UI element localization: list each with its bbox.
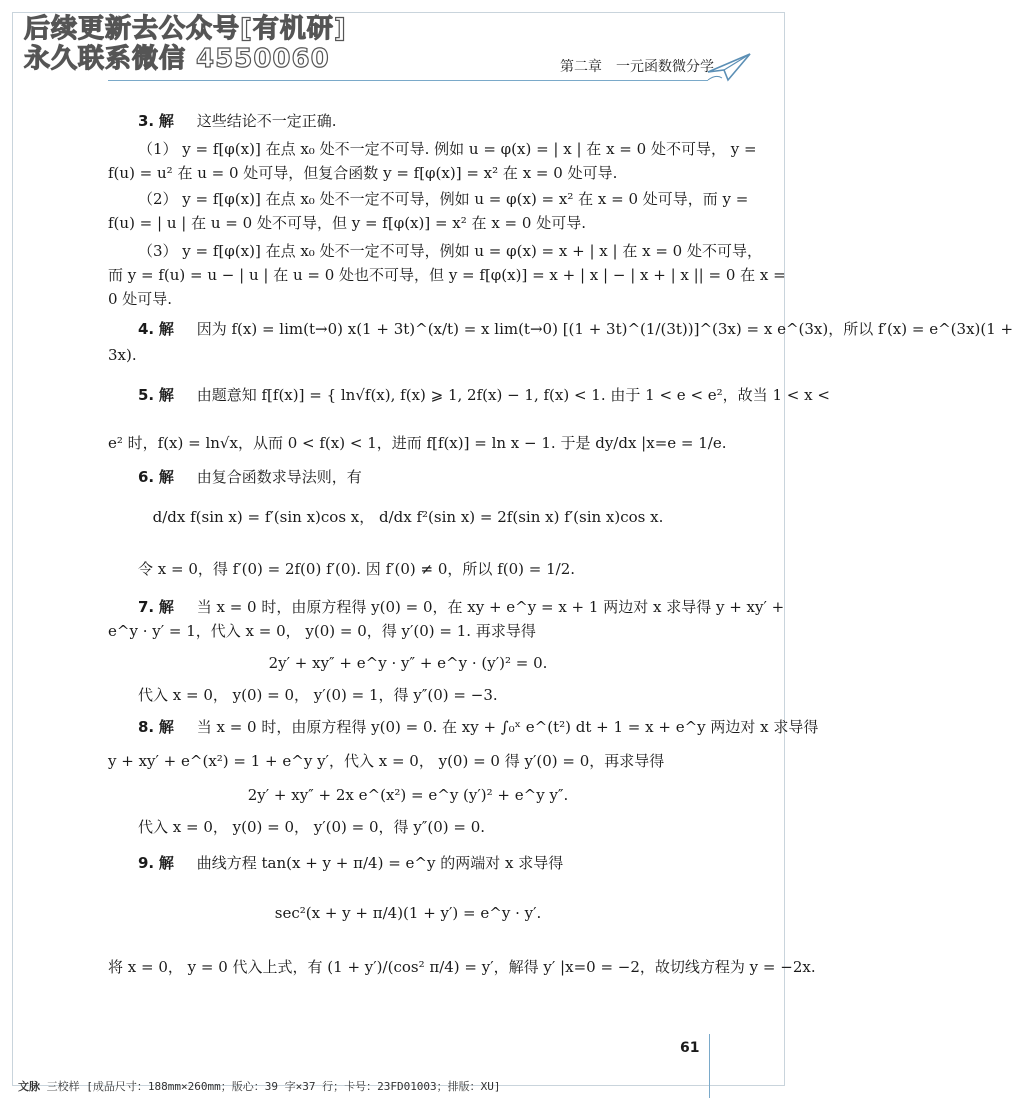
solution-line: 这些结论不一定正确. [196,112,337,130]
solution-line: （2） y = f[φ(x)] 在点 x₀ 处不一定不可导，例如 u = φ(x) = x² 在 x = 0 处可导，而 y = [138,190,749,208]
solution-6-title [138,466,708,488]
solution-line: 由复合函数求导法则，有 [196,468,362,486]
solution-label: 解 [158,854,174,872]
solution-line: e^y · y′ = 1，代入 x = 0， y(0) = 0，得 y′(0) = 1. 再求导得 [108,622,536,640]
paper-plane-icon [706,50,752,84]
solution-number: 6. [138,468,155,486]
imprint-text: 三校样 [成品尺寸：188mm×260mm；版心：39 字×37 行；卡号：23FD01003；排版：XU] [46,1080,501,1093]
solution-line: e² 时，f(x) = ln√x，从而 0 < f(x) < 1，进而 f[f(x)] = ln x − 1. 于是 dy/dx |x=e = 1/e. [108,434,727,452]
solution-4-title [138,318,1013,340]
watermark-line-1: 后续更新去公众号[有机研] [24,14,347,44]
solution-label: 解 [158,112,174,130]
solution-8-title [138,716,819,738]
footer-rule [709,1034,710,1098]
solution-line: （3） y = f[φ(x)] 在点 x₀ 处不一定不可导，例如 u = φ(x) = x + | x | 在 x = 0 处不可导， [138,242,762,260]
solution-number: 3. [138,112,155,130]
solution-label: 解 [158,598,174,616]
solution-line: 代入 x = 0， y(0) = 0， y′(0) = 0，得 y″(0) = 0. [138,818,486,836]
solution-7-title [138,596,785,618]
solution-line: 由题意知 f[f(x)] = { ln√f(x), f(x) ⩾ 1, 2f(x) − 1, f(x) < 1. 由于 1 < e < e²，故当 1 < x < [196,386,830,404]
solution-number: 9. [138,854,155,872]
solution-5-title [138,384,830,406]
solution-formula: sec²(x + y + π/4)(1 + y′) = e^y · y′. [274,904,542,922]
solution-9-title [138,852,708,874]
solution-line: （1） y = f[φ(x)] 在点 x₀ 处不一定不可导. 例如 u = φ(x) = | x | 在 x = 0 处不可导， y = [138,140,757,158]
solution-line: 将 x = 0， y = 0 代入上式，有 (1 + y′)/(cos² π/4) = y′，解得 y′ |x=0 = −2，故切线方程为 y = −2x. [108,958,816,976]
solution-label: 解 [158,718,174,736]
imprint-line [18,1078,501,1094]
chapter-header: 第二章 一元函数微分学 [560,59,714,75]
solution-line: 代入 x = 0， y(0) = 0， y′(0) = 1，得 y″(0) = −3. [138,686,498,704]
header-rule [108,80,708,81]
solution-number: 4. [138,320,155,338]
solution-line: 曲线方程 tan(x + y + π/4) = e^y 的两端对 x 求导得 [196,854,564,872]
solution-line: 当 x = 0 时，由原方程得 y(0) = 0. 在 xy + ∫₀ˣ e^(t²) dt + 1 = x + e^y 两边对 x 求导得 [196,718,819,736]
solution-number: 8. [138,718,155,736]
page-number: 61 [680,1040,700,1056]
imprint-brand: 文脉 [18,1080,40,1093]
solution-label: 解 [158,320,174,338]
solution-formula: 2y′ + xy″ + e^y · y″ + e^y · (y′)² = 0. [268,654,548,672]
solution-formula: 2y′ + xy″ + 2x e^(x²) = e^y (y′)² + e^y y″. [247,786,569,804]
solution-label: 解 [158,386,174,404]
watermark-line-2: 永久联系微信 4550060 [24,44,330,74]
solution-line: 3x). [108,346,137,364]
solution-line: 而 y = f(u) = u − | u | 在 u = 0 处也不可导，但 y = f[φ(x)] = x + | x | − | x + | x || = 0 在 x = [108,266,786,284]
solution-3-title [138,110,708,132]
solution-line: 令 x = 0，得 f′(0) = 2f(0) f′(0). 因 f′(0) ≠ 0，所以 f(0) = 1/2. [138,560,576,578]
solution-line: f(u) = u² 在 u = 0 处可导，但复合函数 y = f[φ(x)] = x² 在 x = 0 处可导. [108,164,618,182]
solution-number: 7. [138,598,155,616]
solution-line: y + xy′ + e^(x²) = 1 + e^y y′，代入 x = 0， y(0) = 0 得 y′(0) = 0，再求导得 [108,752,665,770]
solution-formula: d/dx f(sin x) = f′(sin x)cos x， d/dx f²(sin x) = 2f(sin x) f′(sin x)cos x. [152,508,664,526]
solution-line: f(u) = | u | 在 u = 0 处不可导，但 y = f[φ(x)] = x² 在 x = 0 处可导. [108,214,586,232]
solution-line: 当 x = 0 时，由原方程得 y(0) = 0，在 xy + e^y = x + 1 两边对 x 求导得 y + xy′ + [196,598,785,616]
solution-line: 因为 f(x) = lim(t→0) x(1 + 3t)^(x/t) = x lim(t→0) [(1 + 3t)^(1/(3t))]^(3x) = x e^(3x)，所以 f′(x) = e^(3x)(1 + [196,320,1013,338]
solution-number: 5. [138,386,155,404]
solution-label: 解 [158,468,174,486]
solution-line: 0 处可导. [108,290,173,308]
